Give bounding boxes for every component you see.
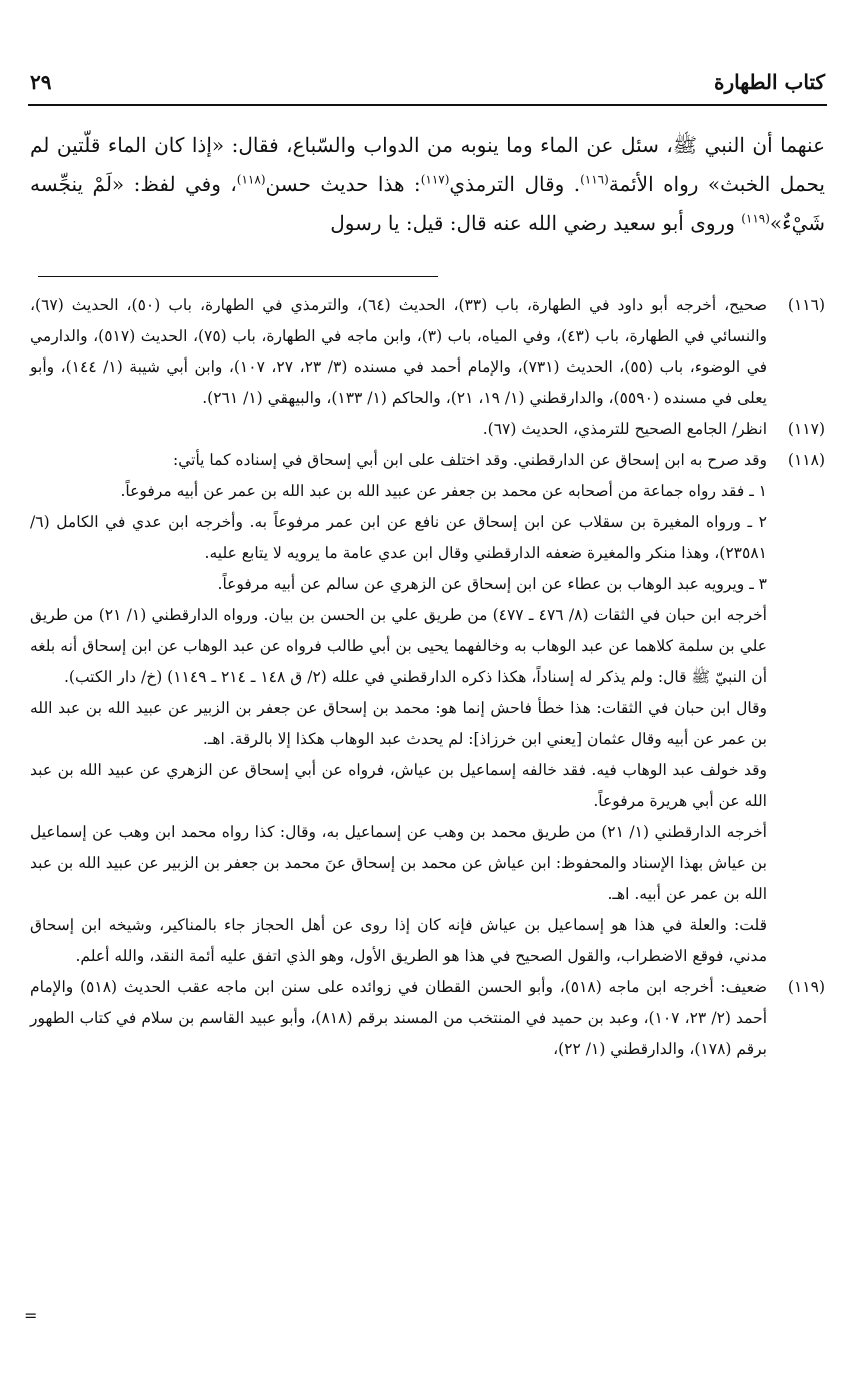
page-header — [30, 62, 825, 102]
footnote-119 — [30, 972, 825, 1065]
footnote-body — [30, 414, 767, 445]
footnote-117 — [30, 414, 825, 445]
footnote-ref: (١١٩) — [741, 211, 770, 226]
main-paragraph — [30, 126, 825, 243]
main-text-segment: . وقال الترمذي — [449, 172, 581, 196]
footnote-body — [30, 290, 767, 414]
footnote-paragraph: ضعيف: أخرجه ابن ماجه (٥١٨)، وأبو الحسن القطان في زوائده على سنن ابن ماجه عقب الحديث (٥١٨) والإمام أحمد (٢/ ٢٣، ١٠٧)، وعبد بن حميد في المنتخب من المسند برقم (٨١٨)، وأبو عبيد القاسم بن سلام في كتاب الطهور برقم (١٧٨)، والدارقطني (١/ ٢٢)، — [30, 978, 768, 1058]
footnote-paragraph: ٣ ـ ويرويه عبد الوهاب بن عطاء عن ابن إسحاق عن الزهري عن سالم عن أبيه مرفوعاً. — [217, 575, 767, 593]
main-text-segment: ، وفي لفظ: «لَمْ ينجِّسه شَيْءٌ» — [30, 172, 825, 235]
footnote-ref: (١١٨) — [236, 172, 266, 187]
footnote-paragraph: ٢ ـ ورواه المغيرة بن سقلاب عن ابن إسحاق عن نافع عن ابن عمر مرفوعاً به. وأخرجه ابن عدي في الكامل (٦/ ٢٣٥٨١)، وهذا منكر والمغيرة ضعفه الدارقطني وقال ابن عدي عامة ما يرويه لا يتابع عليه. — [30, 513, 767, 562]
footnote-118 — [30, 445, 825, 972]
footnote-body — [30, 445, 767, 972]
footnote-number: (١١٨) — [787, 451, 825, 469]
footnote-paragraph: وقد صرح به ابن إسحاق عن الدارقطني. وقد اختلف على ابن أبي إسحاق في إسناده كما يأتي: — [172, 451, 767, 469]
footnote-paragraph: انظر/ الجامع الصحيح للترمذي، الحديث (٦٧). — [482, 420, 767, 438]
footnote-body — [30, 972, 767, 1065]
main-text-segment: : هذا حديث حسن — [265, 172, 421, 196]
footnote-paragraph: قلت: والعلة في هذا هو إسماعيل بن عياش فإنه كان إذا روى عن أهل الحجاز جاء بالمناكير، وشيخه ابن إسحاق مدني، فوقع الاضطراب، والقول الصحيح في هذا هو الطريق الأول، وهو الذي اتفق عليه أئمة النقد، والله أعلم. — [30, 916, 767, 965]
footnote-paragraph: ١ ـ فقد رواه جماعة من أصحابه عن محمد بن جعفر عن عبيد الله بن عبد الله بن عمر عن أبيه مرفوعاً. — [120, 482, 767, 500]
main-text — [30, 126, 825, 243]
main-text-segment: عنهما أن النبي ﷺ، سئل عن الماء وما ينوبه من الدواب والسّباع، فقال: «إذا كان الماء قلّتين لم يحمل الخبث» رواه الأئمة — [30, 133, 825, 196]
footnote-number: (١١٧) — [787, 420, 825, 438]
footnote-number: (١١٩) — [787, 978, 825, 996]
footnote-number: (١١٦) — [787, 296, 825, 314]
footnote-paragraph: أخرجه الدارقطني (١/ ٢١) من طريق محمد بن وهب عن إسماعيل به، وقال: كذا رواه محمد ابن وهب عن إسماعيل بن عياش بهذا الإسناد والمحفوظ: ابن عياش عن محمد بن إسحاق عنَ محمد بن جعفر بن الزبير عن عبيد الله بن عبد الله بن عمر عن أبيه. اهـ. — [30, 823, 767, 903]
footnotes — [30, 290, 825, 1065]
footnote-paragraph: أخرجه ابن حبان في الثقات (٨/ ٤٧٦ ـ ٤٧٧) من طريق علي بن الحسن بن بيان. ورواه الدارقطني (١/ ٢١) من طريق علي بن سلمة كلاهما عن عبد الوهاب به وخالفهما يحيى بن أبي طالب فرواه عن عبد الوهاب عن ابن إسحاق أنه بلغه أن النبيّ ﷺ قال: ولم يذكر له إسناداً، هكذا ذكره الدارقطني في علله (٢/ ق ١٤٨ ـ ٢١٤ ـ ١١٤٩) (خ/ دار الكتب). — [30, 606, 767, 686]
footnote-separator — [38, 276, 438, 277]
continuation-mark: = — [24, 1306, 38, 1325]
chapter-title: كتاب الطهارة — [714, 70, 825, 94]
footnote-ref: (١١٦) — [580, 172, 609, 187]
footnote-paragraph: صحيح، أخرجه أبو داود في الطهارة، باب (٣٣)، الحديث (٦٤)، والترمذي في الطهارة، باب (٥٠)، الحديث (٦٧)، والنسائي في الطهارة، باب (٤٣)، وفي المياه، باب (٣)، وابن ماجه في الطهارة، باب (٧٥)، الحديث (٥١٧)، والدارمي في الوضوء، باب (٥٥)، الحديث (٧٣١)، والإمام أحمد في مسنده (٣/ ٢٣، ٢٧، ١٠٧)، وابن أبي شيبة (١/ ١٤٤)، وأبو يعلى في مسنده (٥٥٩٠)، والدارقطني (١/ ١٩، ٢١)، والحاكم (١/ ١٣٣)، والبيهقي (١/ ٢٦١). — [30, 296, 768, 407]
header-rule — [28, 104, 827, 106]
footnote-ref: (١١٧) — [420, 172, 450, 187]
footnote-paragraph: وقد خولف عبد الوهاب فيه. فقد خالفه إسماعيل بن عياش، فرواه عن أبي إسحاق عن الزهري عن عبيد الله بن عبد الله عن أبي هريرة مرفوعاً. — [30, 761, 767, 810]
footnote-paragraph: وقال ابن حبان في الثقات: هذا خطأ فاحش إنما هو: محمد بن إسحاق عن جعفر بن الزبير عن عبيد الله بن عبد الله بن عمر عن أبيه وقال عثمان [يعني ابن خرزاذ]: لم يحدث عبد الوهاب هكذا إلا بالرقة. اهـ. — [30, 699, 767, 748]
main-text-segment: وروى أبو سعيد رضي الله عنه قال: قيل: يا رسول — [330, 211, 742, 235]
page-number: ٢٩ — [30, 70, 52, 94]
footnote-116 — [30, 290, 825, 414]
